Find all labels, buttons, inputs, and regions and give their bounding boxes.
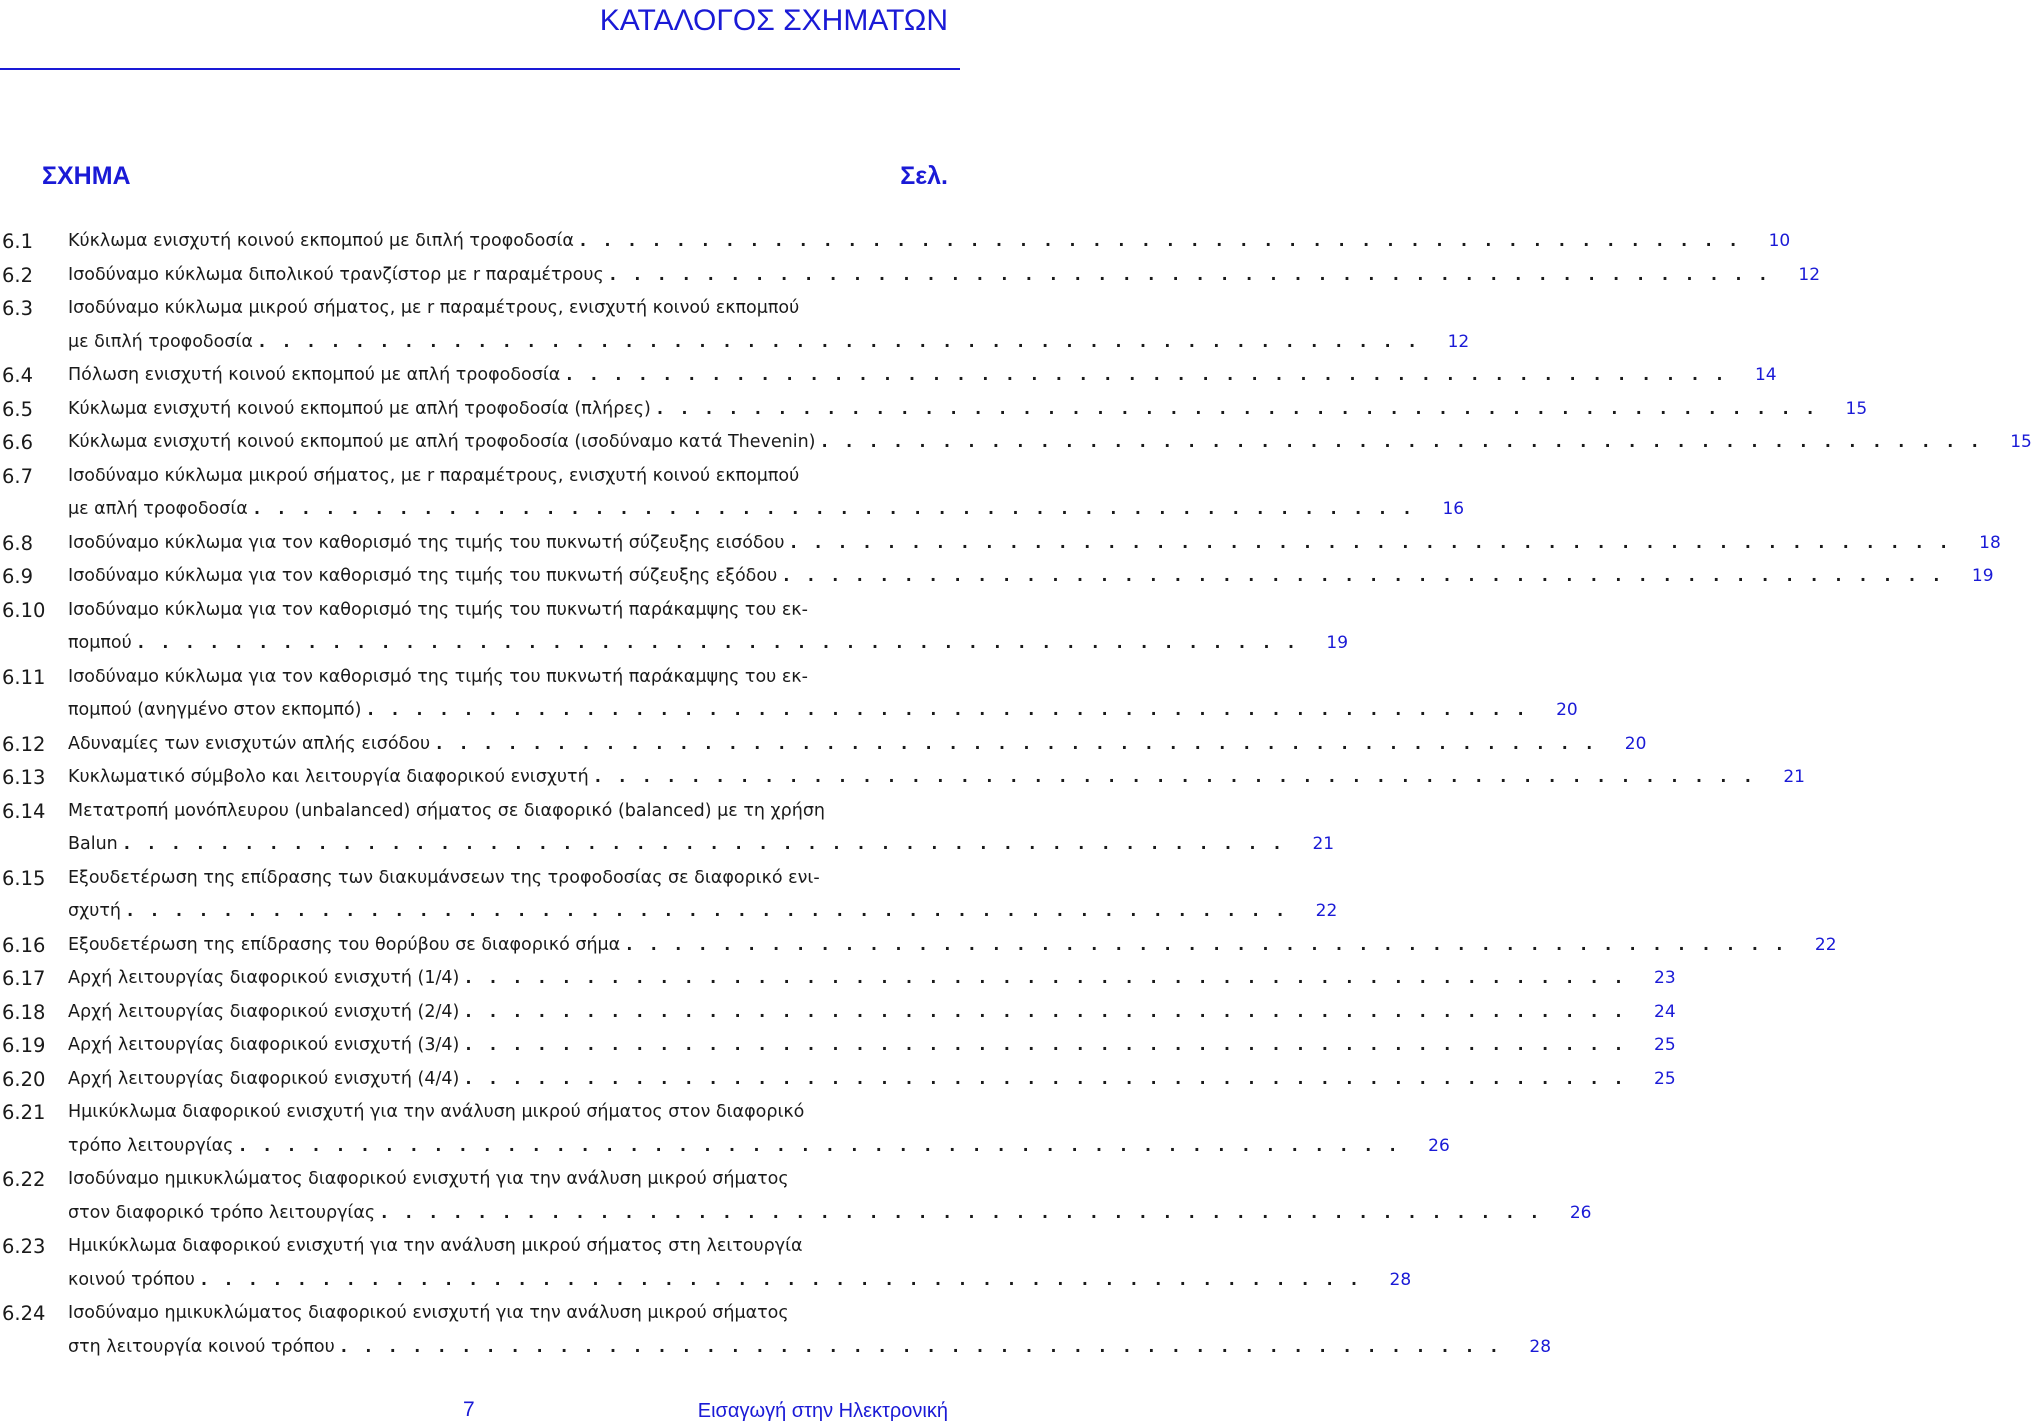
- figure-caption-line: [68, 259, 1821, 293]
- figure-caption-line: [68, 225, 1791, 259]
- figure-number: 6.2: [2, 263, 34, 287]
- figure-caption-text: Ισοδύναμο ημικυκλώματος διαφορικού ενισχυτή για την ανάλυση μικρού σήματος: [68, 1169, 789, 1189]
- dot-leader: . . . . . . . . . . . . . . . . . . . . . . . . . . . . . . . . . . . . . . . . . . . . . . . .: [379, 1202, 1542, 1223]
- figure-caption-line: [68, 359, 1777, 393]
- figure-entry[interactable]: [0, 292, 1470, 359]
- figure-entry-body: [68, 393, 1868, 427]
- figure-entry-body: [68, 1163, 1592, 1230]
- figure-page-link[interactable]: 21: [1312, 834, 1335, 854]
- figure-entry-body: [68, 426, 2032, 460]
- figure-entry[interactable]: [0, 761, 1805, 795]
- figure-entry-body: [68, 594, 1349, 661]
- figure-entry[interactable]: [0, 1096, 1450, 1163]
- figure-number: 6.9: [2, 565, 34, 588]
- figure-number: 6.10: [2, 598, 46, 622]
- figure-page-link[interactable]: 26: [1569, 1202, 1592, 1223]
- figure-entry[interactable]: [0, 393, 1868, 427]
- figure-number: 6.3: [2, 297, 34, 320]
- figure-caption-line: [68, 795, 948, 829]
- figure-caption-text: Αρχή λειτουργίας διαφορικού ενισχυτή (2/4): [68, 1001, 460, 1022]
- figure-caption-line: [68, 862, 948, 896]
- figure-number: 6.4: [2, 364, 34, 387]
- figure-entry[interactable]: [0, 460, 1465, 527]
- dot-leader: . . . . . . . . . . . . . . . . . . . . . . . . . . . . . . . . . . . . . . . . . . . . . . . .: [654, 398, 1818, 419]
- dot-leader: . . . . . . . . . . . . . . . . . . . . . . . . . . . . . . . . . . . . . . . . . . . . . . . .: [463, 1035, 1626, 1055]
- figure-caption-text: στον διαφορικό τρόπο λειτουργίας: [68, 1202, 376, 1223]
- figure-caption-line: [68, 1029, 1676, 1063]
- dot-leader: . . . . . . . . . . . . . . . . . . . . . . . . . . . . . . . . . . . . . . . . . . . . . . . .: [434, 733, 1597, 754]
- figure-page-link[interactable]: 12: [1447, 331, 1470, 352]
- figure-page-link[interactable]: 28: [1389, 1269, 1412, 1290]
- figure-caption-line: [68, 1230, 948, 1264]
- figure-entry-body: [68, 460, 1465, 527]
- figure-number: 6.17: [2, 967, 46, 990]
- figure-entry-body: [68, 1029, 1676, 1063]
- figure-caption-text: Ημικύκλωμα διαφορικού ενισχυτή για την ανάλυση μικρού σήματος στη λειτουργία: [68, 1236, 803, 1256]
- dot-leader: . . . . . . . . . . . . . . . . . . . . . . . . . . . . . . . . . . . . . . . . . . . . . . . .: [237, 1135, 1400, 1156]
- figure-page-link[interactable]: 20: [1556, 700, 1578, 720]
- figure-caption-line: [68, 962, 1676, 996]
- figure-caption-line: [68, 1297, 948, 1331]
- figure-entry-body: [68, 1230, 1412, 1297]
- figure-list: [0, 225, 2032, 1364]
- figure-number: 6.20: [2, 1067, 46, 1091]
- figure-caption-line: [68, 728, 1647, 762]
- figure-page-link[interactable]: 19: [1326, 633, 1349, 653]
- figure-page-link[interactable]: 20: [1624, 733, 1647, 754]
- figure-number: 6.24: [2, 1302, 46, 1325]
- figure-number: 6.23: [2, 1235, 46, 1258]
- figure-number: 6.16: [2, 933, 46, 957]
- figure-page-link[interactable]: 16: [1442, 499, 1465, 519]
- figure-entry-body: [68, 962, 1676, 996]
- figure-entry[interactable]: [0, 426, 2032, 460]
- figure-entry[interactable]: [0, 929, 1837, 963]
- figure-caption-text: πομπού: [68, 633, 132, 653]
- figure-entry[interactable]: [0, 1029, 1676, 1063]
- figure-entry[interactable]: [0, 1063, 1676, 1097]
- dot-leader: . . . . . . . . . . . . . . . . . . . . . . . . . . . . . . . . . . . . . . . . . . . . . . . .: [338, 1336, 1502, 1357]
- column-header: [42, 162, 948, 191]
- figure-entry[interactable]: [0, 962, 1676, 996]
- figure-caption-text: με διπλή τροφοδοσία: [68, 331, 253, 352]
- figure-caption-text: στη λειτουργία κοινού τρόπου: [68, 1336, 335, 1357]
- figure-caption-line: [68, 393, 1868, 427]
- figure-caption-text: τρόπο λειτουργίας: [68, 1135, 234, 1156]
- figure-caption-line: [68, 895, 1338, 929]
- figure-caption-line: [68, 929, 1837, 963]
- figure-caption-text: με απλή τροφοδοσία: [68, 499, 248, 519]
- figure-caption-text: Ισοδύναμο κύκλωμα μικρού σήματος, με r παραμέτρους, ενισχυτή κοινού εκπομπού: [68, 465, 800, 486]
- figure-caption-line: [68, 1163, 948, 1197]
- figure-entry[interactable]: [0, 259, 1821, 293]
- figure-caption-line: [68, 661, 948, 695]
- figure-number: 6.13: [2, 766, 46, 789]
- figure-caption-text: κοινού τρόπου: [68, 1269, 195, 1290]
- figure-caption-line: [68, 460, 948, 494]
- figure-caption-line: [68, 1063, 1676, 1097]
- figure-caption-text: Εξουδετέρωση της επίδρασης των διακυμάνσεων της τροφοδοσίας σε διαφορικό ενι-: [68, 867, 820, 888]
- column-header-figure: ΣΧΗΜΑ: [42, 162, 131, 190]
- figure-entry-body: [68, 560, 1994, 594]
- figure-caption-line: [68, 627, 1349, 661]
- page-title: ΚΑΤΑΛΟΓΟΣ ΣΧΗΜΑΤΩΝ: [599, 4, 948, 37]
- figure-caption-line: [68, 326, 1470, 360]
- figure-caption-text: Ημικύκλωμα διαφορικού ενισχυτή για την ανάλυση μικρού σήματος στον διαφορικό: [68, 1102, 805, 1122]
- dot-leader: . . . . . . . . . . . . . . . . . . . . . . . . . . . . . . . . . . . . . . . . . . . . . . . .: [607, 264, 1771, 285]
- dot-leader: . . . . . . . . . . . . . . . . . . . . . . . . . . . . . . . . . . . . . . . . . . . . . . . .: [463, 1068, 1626, 1089]
- dot-leader: . . . . . . . . . . . . . . . . . . . . . . . . . . . . . . . . . . . . . . . . . . . . . . . .: [577, 231, 1741, 251]
- figure-entry-body: [68, 292, 1470, 359]
- figure-page-link[interactable]: 25: [1654, 1068, 1676, 1089]
- figure-number: 6.8: [2, 531, 34, 555]
- figure-number: 6.18: [2, 1000, 46, 1024]
- figure-entry-body: [68, 1096, 1450, 1163]
- figure-number: 6.11: [2, 665, 46, 689]
- figure-page-link[interactable]: 14: [1754, 365, 1777, 385]
- dot-leader: . . . . . . . . . . . . . . . . . . . . . . . . . . . . . . . . . . . . . . . . . . . . . . . .: [251, 499, 1415, 519]
- figure-caption-text: Κύκλωμα ενισχυτή κοινού εκπομπού με απλή τροφοδοσία (ισοδύναμο κατά Thevenin): [68, 432, 816, 452]
- figure-page-link[interactable]: 22: [1814, 934, 1837, 955]
- dot-leader: . . . . . . . . . . . . . . . . . . . . . . . . . . . . . . . . . . . . . . . . . . . . . . . .: [198, 1269, 1362, 1290]
- figure-caption-line: [68, 1197, 1592, 1231]
- figure-entry-body: [68, 661, 1578, 728]
- figure-entry[interactable]: [0, 1230, 1412, 1297]
- figure-caption-text: Ισοδύναμο κύκλωμα για τον καθορισμό της τιμής του πυκνωτή σύζευξης εισόδου: [68, 532, 785, 553]
- figure-entry-body: [68, 1297, 1552, 1364]
- dot-leader: . . . . . . . . . . . . . . . . . . . . . . . . . . . . . . . . . . . . . . . . . . . . . . . .: [564, 365, 1727, 385]
- figure-entry[interactable]: [0, 661, 1578, 728]
- figure-caption-text: Αρχή λειτουργίας διαφορικού ενισχυτή (1/4): [68, 968, 460, 988]
- figure-entry[interactable]: [0, 795, 1335, 862]
- figure-page-link[interactable]: 22: [1315, 901, 1338, 921]
- figure-number: 6.21: [2, 1101, 46, 1124]
- figure-caption-text: Ισοδύναμο κύκλωμα για τον καθορισμό της τιμής του πυκνωτή παράκαμψης του εκ-: [68, 599, 808, 620]
- figure-page-link[interactable]: 26: [1428, 1135, 1450, 1156]
- figure-entry[interactable]: [0, 359, 1777, 393]
- figure-caption-text: Κύκλωμα ενισχυτή κοινού εκπομπού με διπλή τροφοδοσία: [68, 231, 574, 251]
- figure-caption-text: Balun: [68, 834, 118, 854]
- figure-caption-line: [68, 292, 948, 326]
- figure-caption-text: σχυτή: [68, 901, 121, 921]
- figure-caption-text: πομπού (ανηγμένο στον εκπομπό): [68, 700, 362, 720]
- figure-caption-line: [68, 560, 1994, 594]
- figure-caption-text: Αρχή λειτουργίας διαφορικού ενισχυτή (4/4): [68, 1068, 460, 1089]
- figure-number: 6.15: [2, 866, 46, 890]
- dot-leader: . . . . . . . . . . . . . . . . . . . . . . . . . . . . . . . . . . . . . . . . . . . . . . . .: [592, 767, 1755, 787]
- figure-entry[interactable]: [0, 728, 1647, 762]
- figure-page-link[interactable]: 28: [1529, 1336, 1552, 1357]
- figure-entry[interactable]: [0, 527, 2001, 561]
- figure-entry-body: [68, 1063, 1676, 1097]
- column-header-page: Σελ.: [900, 162, 948, 190]
- figure-entry[interactable]: [0, 225, 1791, 259]
- figure-caption-line: [68, 1130, 1450, 1164]
- figure-caption-line: [68, 1331, 1552, 1365]
- header-rule: [0, 68, 960, 70]
- figure-caption-line: [68, 761, 1805, 795]
- dot-leader: . . . . . . . . . . . . . . . . . . . . . . . . . . . . . . . . . . . . . . . . . . . . . . . .: [256, 331, 1420, 352]
- dot-leader: . . . . . . . . . . . . . . . . . . . . . . . . . . . . . . . . . . . . . . . . . . . . . . . .: [135, 633, 1299, 653]
- dot-leader: . . . . . . . . . . . . . . . . . . . . . . . . . . . . . . . . . . . . . . . . . . . . . . . .: [624, 934, 1787, 955]
- dot-leader: . . . . . . . . . . . . . . . . . . . . . . . . . . . . . . . . . . . . . . . . . . . . . . . .: [124, 901, 1288, 921]
- figure-caption-text: Αρχή λειτουργίας διαφορικού ενισχυτή (3/4): [68, 1035, 460, 1055]
- figure-page-link[interactable]: 15: [2010, 432, 2032, 452]
- dot-leader: . . . . . . . . . . . . . . . . . . . . . . . . . . . . . . . . . . . . . . . . . . . . . . . .: [781, 566, 1944, 586]
- figure-number: 6.5: [2, 397, 34, 421]
- figure-caption-text: Κύκλωμα ενισχυτή κοινού εκπομπού με απλή τροφοδοσία (πλήρες): [68, 398, 651, 419]
- figure-page-link[interactable]: 25: [1654, 1035, 1676, 1055]
- figure-entry[interactable]: [0, 594, 1349, 661]
- footer-book-title: Εισαγωγή στην Ηλεκτρονική: [697, 1400, 948, 1422]
- figure-caption-text: Ισοδύναμο κύκλωμα για τον καθορισμό της τιμής του πυκνωτή σύζευξης εξόδου: [68, 566, 778, 586]
- figure-caption-line: [68, 527, 2001, 561]
- figure-caption-text: Ισοδύναμο κύκλωμα για τον καθορισμό της τιμής του πυκνωτή παράκαμψης του εκ-: [68, 666, 808, 687]
- figure-caption-text: Ισοδύναμο ημικυκλώματος διαφορικού ενισχυτή για την ανάλυση μικρού σήματος: [68, 1303, 789, 1323]
- figure-page-link[interactable]: 18: [1979, 532, 2001, 553]
- dot-leader: . . . . . . . . . . . . . . . . . . . . . . . . . . . . . . . . . . . . . . . . . . . . . . . .: [463, 1001, 1626, 1022]
- figure-caption-text: Κυκλωματικό σύμβολο και λειτουργία διαφορικού ενισχυτή: [68, 767, 589, 787]
- figure-entry-body: [68, 225, 1791, 259]
- figure-entry[interactable]: [0, 996, 1676, 1030]
- figure-caption-line: [68, 996, 1676, 1030]
- figure-caption-line: [68, 493, 1465, 527]
- figure-number: 6.1: [2, 230, 34, 253]
- figure-caption-text: Πόλωση ενισχυτή κοινού εκπομπού με απλή τροφοδοσία: [68, 365, 561, 385]
- figure-caption-line: [68, 1264, 1412, 1298]
- figure-number: 6.22: [2, 1168, 46, 1191]
- dot-leader: . . . . . . . . . . . . . . . . . . . . . . . . . . . . . . . . . . . . . . . . . . . . . . . .: [819, 432, 1982, 452]
- figure-caption-text: Ισοδύναμο κύκλωμα μικρού σήματος, με r παραμέτρους, ενισχυτή κοινού εκπομπού: [68, 298, 800, 318]
- figure-entry[interactable]: [0, 1297, 1552, 1364]
- dot-leader: . . . . . . . . . . . . . . . . . . . . . . . . . . . . . . . . . . . . . . . . . . . . . . . .: [463, 968, 1626, 988]
- figure-caption-text: Αδυναμίες των ενισχυτών απλής εισόδου: [68, 733, 431, 754]
- figure-entry-body: [68, 929, 1837, 963]
- figure-entry[interactable]: [0, 1163, 1592, 1230]
- figure-page-link[interactable]: 15: [1845, 398, 1868, 419]
- figure-page-link[interactable]: 21: [1783, 767, 1805, 787]
- figure-entry-body: [68, 359, 1777, 393]
- figure-entry-body: [68, 259, 1821, 293]
- dot-leader: . . . . . . . . . . . . . . . . . . . . . . . . . . . . . . . . . . . . . . . . . . . . . . . .: [788, 532, 1951, 553]
- figure-number: 6.6: [2, 431, 34, 454]
- figure-caption-line: [68, 694, 1578, 728]
- figure-caption-text: Μετατροπή μονόπλευρου (unbalanced) σήματος σε διαφορικό (balanced) με τη χρήση: [68, 800, 826, 821]
- figure-entry-body: [68, 862, 1338, 929]
- figure-page-link[interactable]: 19: [1971, 566, 1994, 586]
- figure-number: 6.12: [2, 732, 46, 756]
- figure-number: 6.7: [2, 464, 34, 488]
- figure-number: 6.19: [2, 1034, 46, 1057]
- footer-page-number: 7: [463, 1398, 475, 1421]
- figure-entry-body: [68, 795, 1335, 862]
- figure-entry-body: [68, 996, 1676, 1030]
- figure-entry[interactable]: [0, 862, 1338, 929]
- figure-page-link[interactable]: 10: [1768, 231, 1791, 251]
- figure-page-link[interactable]: 12: [1798, 264, 1821, 285]
- figure-caption-line: [68, 1096, 948, 1130]
- figure-page-link[interactable]: 23: [1654, 968, 1676, 988]
- figure-caption-line: [68, 828, 1335, 862]
- figure-caption-line: [68, 594, 948, 628]
- figure-caption-text: Ισοδύναμο κύκλωμα διπολικού τρανζίστορ με r παραμέτρους: [68, 264, 604, 285]
- dot-leader: . . . . . . . . . . . . . . . . . . . . . . . . . . . . . . . . . . . . . . . . . . . . . . . .: [121, 834, 1285, 854]
- dot-leader: . . . . . . . . . . . . . . . . . . . . . . . . . . . . . . . . . . . . . . . . . . . . . . . .: [365, 700, 1528, 720]
- figure-entry-body: [68, 728, 1647, 762]
- figure-entry-body: [68, 527, 2001, 561]
- figure-entry[interactable]: [0, 560, 1994, 594]
- figure-number: 6.14: [2, 799, 46, 823]
- figure-caption-line: [68, 426, 2032, 460]
- figure-caption-text: Εξουδετέρωση της επίδρασης του θορύβου σε διαφορικό σήμα: [68, 934, 621, 955]
- figure-page-link[interactable]: 24: [1654, 1001, 1676, 1022]
- figure-entry-body: [68, 761, 1805, 795]
